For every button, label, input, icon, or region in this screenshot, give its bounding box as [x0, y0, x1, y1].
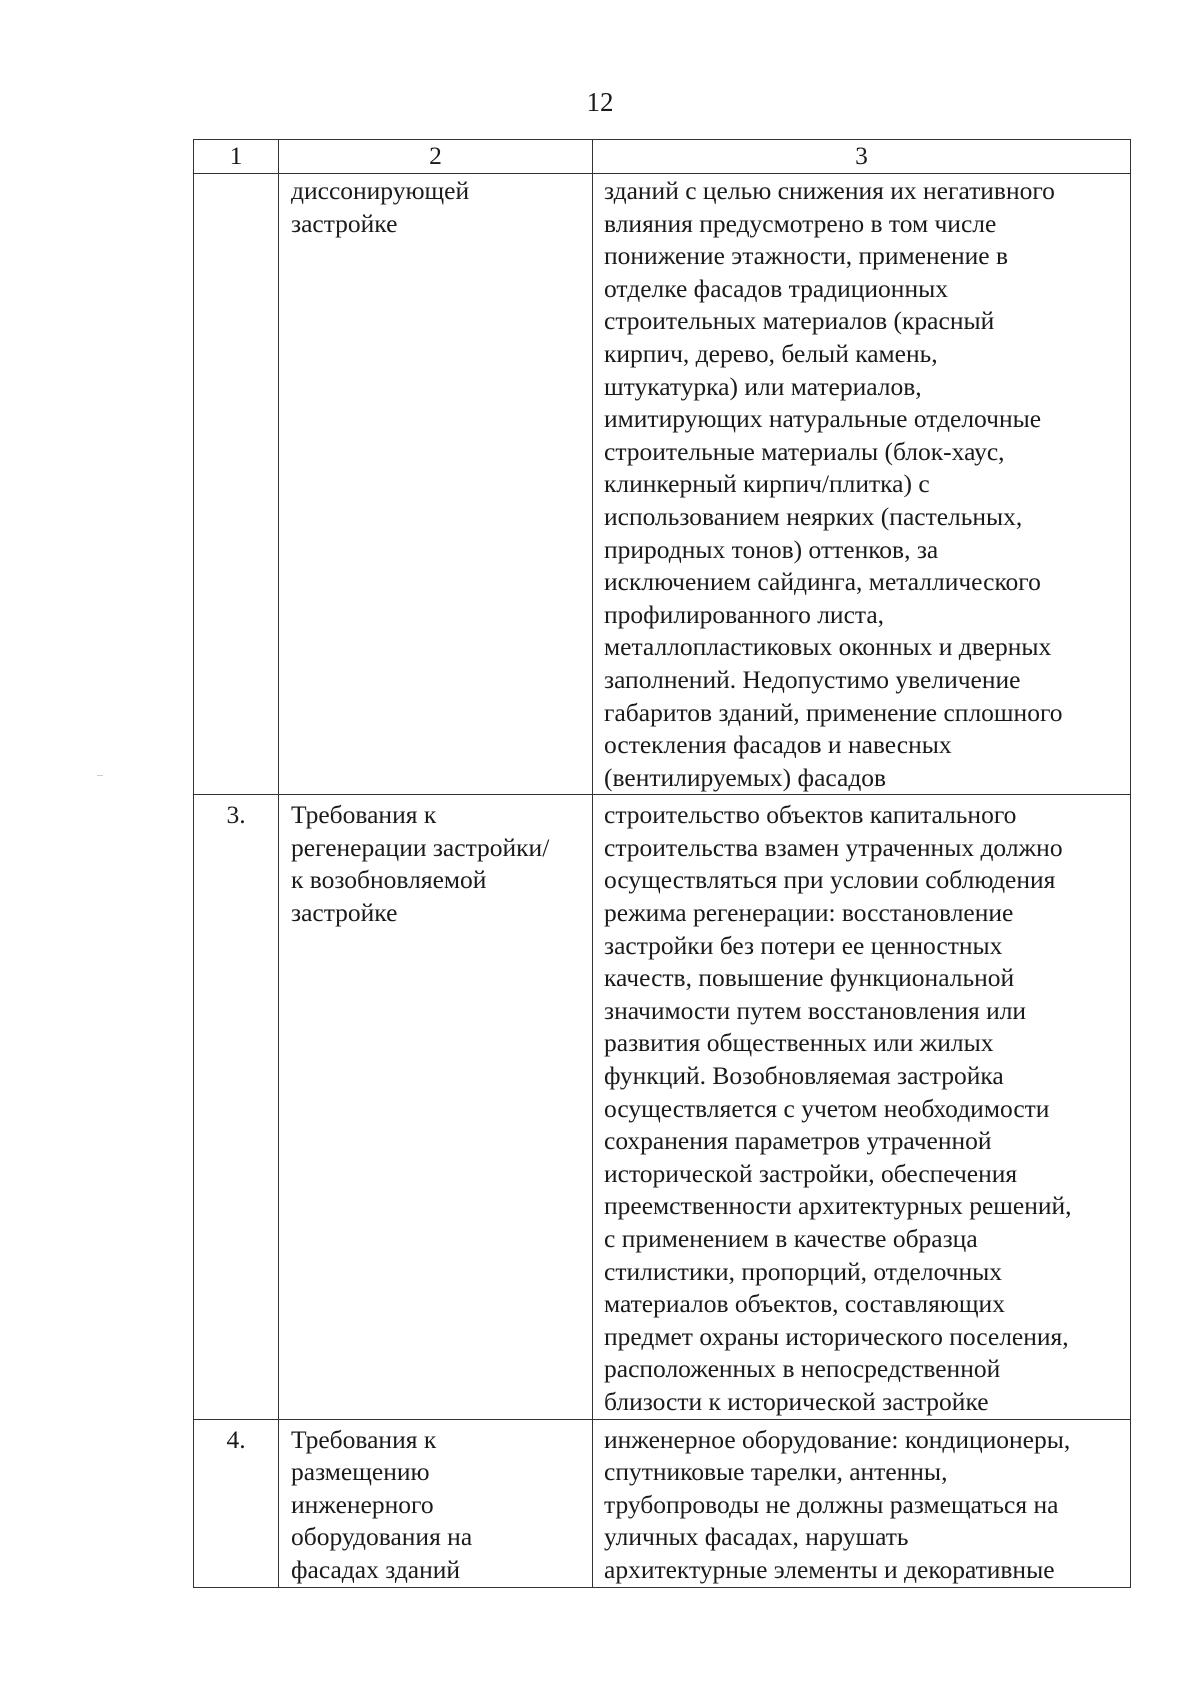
page-number: 12 — [586, 87, 614, 117]
text-line: развития общественных или жилых — [604, 1028, 994, 1058]
text-line: Требования к — [291, 800, 437, 830]
requirement-description — [593, 1419, 1131, 1587]
text-line: влияния предусмотрено в том числе — [604, 208, 997, 238]
text-line: близости к исторической застройке — [604, 1386, 989, 1416]
scan-artifact — [97, 775, 103, 776]
table-header-row — [194, 140, 1131, 174]
text-line: остекления фасадов и навесных — [604, 730, 952, 760]
text-line: Требования к — [291, 1424, 437, 1454]
text-line: оборудования на — [291, 1522, 473, 1552]
text-line: фасадах зданий — [291, 1554, 461, 1584]
column-header-2: 2 — [279, 140, 593, 174]
text-line: использованием неярких (пастельных, — [604, 501, 1023, 531]
text-line: габаритов зданий, применение сплошного — [604, 697, 1063, 727]
text-line: строительные материалы (блок-хаус, — [604, 436, 1005, 466]
text-line: инженерного — [291, 1489, 434, 1519]
text-line: сохранения параметров утраченной — [604, 1126, 992, 1156]
row-number: 4. — [194, 1419, 279, 1587]
text-line: к возобновляемой — [291, 865, 487, 895]
row-number — [194, 174, 279, 795]
text-line: исключением сайдинга, металлического — [604, 567, 1041, 597]
text-line: застройке — [291, 898, 398, 928]
requirement-name — [279, 795, 593, 1419]
text-line: имитирующих натуральные отделочные — [604, 404, 1042, 434]
text-line: отделке фасадов традиционных — [604, 273, 948, 303]
requirement-description — [593, 795, 1131, 1419]
text-line: клинкерный кирпич/плитка) с — [604, 469, 930, 499]
text-line: (вентилируемых) фасадов — [604, 762, 887, 792]
text-line: профилированного листа, — [604, 599, 885, 629]
table-row — [194, 795, 1131, 1419]
text-line: режима регенерации: восстановление — [604, 898, 1014, 928]
text-line: природных тонов) оттенков, за — [604, 534, 939, 564]
text-line: строительства взамен утраченных должно — [604, 832, 1063, 862]
text-line: застройке — [291, 208, 398, 238]
column-header-3: 3 — [593, 140, 1131, 174]
text-line: инженерное оборудование: кондиционеры, — [604, 1424, 1071, 1454]
text-line: с применением в качестве образца — [604, 1224, 978, 1253]
text-line: осуществляться при условии соблюдения — [604, 865, 1056, 895]
text-line: качеств, повышение функциональной — [604, 963, 1015, 993]
text-line: кирпич, дерево, белый камень, — [604, 338, 938, 368]
text-line: штукатурка) или материалов, — [604, 371, 922, 401]
requirement-name — [279, 1419, 593, 1587]
text-line: функций. Возобновляемая застройка — [604, 1061, 1004, 1091]
text-line: строительство объектов капитального — [604, 800, 1017, 830]
text-line: исторической застройки, обеспечения — [604, 1158, 1018, 1188]
text-line: стилистики, пропорций, отделочных — [604, 1256, 1003, 1286]
text-line: трубопроводы не должны размещаться на — [604, 1489, 1059, 1519]
text-line: архитектурные элементы и декоративные — [604, 1554, 1055, 1584]
text-line: регенерации застройки/ — [291, 832, 550, 862]
text-line: понижение этажности, применение в — [604, 241, 1008, 271]
text-line: строительных материалов (красный — [604, 306, 995, 336]
table-row — [194, 174, 1131, 795]
text-line: значимости путем восстановления или — [604, 995, 1027, 1025]
text-line: заполнений. Недопустимо увеличение — [604, 664, 1021, 694]
text-line: диссонирующей — [291, 176, 470, 205]
text-line: преемственности архитектурных решений, — [604, 1191, 1072, 1221]
text-line: зданий с целью снижения их негативного — [604, 176, 1055, 205]
text-line: расположенных в непосредственной — [604, 1354, 1001, 1384]
text-line: осуществляется с учетом необходимости — [604, 1093, 1050, 1123]
requirements-table — [193, 139, 1131, 1588]
column-header-1: 1 — [194, 140, 279, 174]
text-line: спутниковые тарелки, антенны, — [604, 1457, 948, 1487]
row-number: 3. — [194, 795, 279, 1419]
text-line: застройки без потери ее ценностных — [604, 930, 1003, 960]
text-line: уличных фасадах, нарушать — [604, 1522, 909, 1552]
requirement-name — [279, 174, 593, 795]
text-line: материалов объектов, составляющих — [604, 1289, 1005, 1319]
table-row — [194, 1419, 1131, 1587]
text-line: размещению — [291, 1457, 430, 1487]
text-line: предмет охраны исторического поселения, — [604, 1321, 1069, 1351]
requirement-description — [593, 174, 1131, 795]
text-line: металлопластиковых оконных и дверных — [604, 632, 1052, 662]
